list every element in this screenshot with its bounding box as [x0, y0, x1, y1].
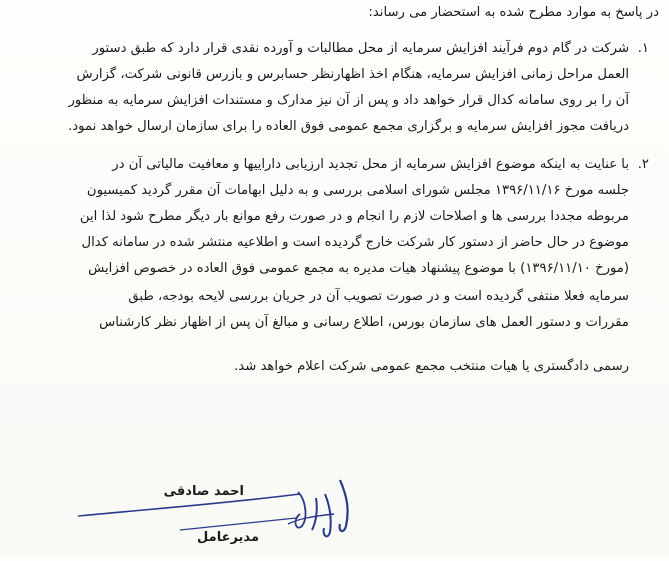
item-number: ۱.: [637, 41, 649, 56]
item-2-line-6: سرمایه فعلا منتفی گردیده است و در صورت تصویب آن در جریان بررسی لایحه بودجه، طبق: [128, 289, 629, 304]
item-2-line-1: با عنایت به اینکه موضوع افزایش سرمایه از محل تجدید ارزیابی داراییها و معافیت مالیاتی آن در: [112, 157, 629, 172]
item-1-line-1: شرکت در گام دوم فرآیند افزایش سرمایه از محل مطالبات و آورده نقدی قرار دارد که طبق دستور: [92, 41, 629, 56]
handwritten-signature-icon: [0, 470, 669, 557]
item-2-line-2: جلسه مورخ ۱۳۹۶/۱۱/۱۶ مجلس شورای اسلامی بررسی و به دلیل ابهامات آن مقرر گردید کمیسیون: [86, 183, 629, 198]
intro-text: در پاسخ به موارد مطرح شده به استحضار می رساند:: [368, 5, 659, 20]
signatory-title: مدیرعامل: [197, 530, 259, 545]
item-2-line-8: رسمی دادگستری یا هیات منتخب مجمع عمومی شرکت اعلام خواهد شد.: [234, 359, 629, 374]
item-2-line-4: موضوع در حال حاضر از دستور کار شرکت خارج گردیده است و اطلاعیه منتشر شده در سامانه کدال: [81, 235, 629, 250]
item-1-line-4: دریافت مجوز افزایش سرمایه و برگزاری مجمع عمومی فوق العاده را برای سازمان ارسال خواهد نمود.: [68, 119, 629, 134]
item-number: ۲.: [637, 157, 649, 172]
signature-block: [0, 470, 669, 557]
item-1-line-2: العمل مراحل زمانی افزایش سرمایه، هنگام اخذ اظهارنظر حسابرس و بازرس قانونی شرکت، گزارش: [76, 67, 629, 82]
item-2-line-3: مربوطه مجددا بررسی ها و اصلاحات لازم را انجام و در صورت رفع موانع بار دیگر مطرح شود لذا این: [79, 209, 629, 224]
item-2-line-5: (مورخ ۱۳۹۶/۱۱/۱۰) با موضوع پیشنهاد هیات مدیره به مجمع عمومی فوق العاده در خصوص افزایش: [88, 261, 629, 276]
item-1-line-3: آن را بر روی سامانه کدال قرار خواهد داد و پس از آن نیز مدارک و مستندات افزایش سرمایه به منظور: [68, 93, 629, 108]
item-2-line-7: مقررات و دستور العمل های سازمان بورس، اطلاع رسانی و مبالغ آن پس از اظهار نظر کارشناس: [99, 315, 629, 330]
signatory-name: احمد صادقی: [163, 484, 244, 499]
